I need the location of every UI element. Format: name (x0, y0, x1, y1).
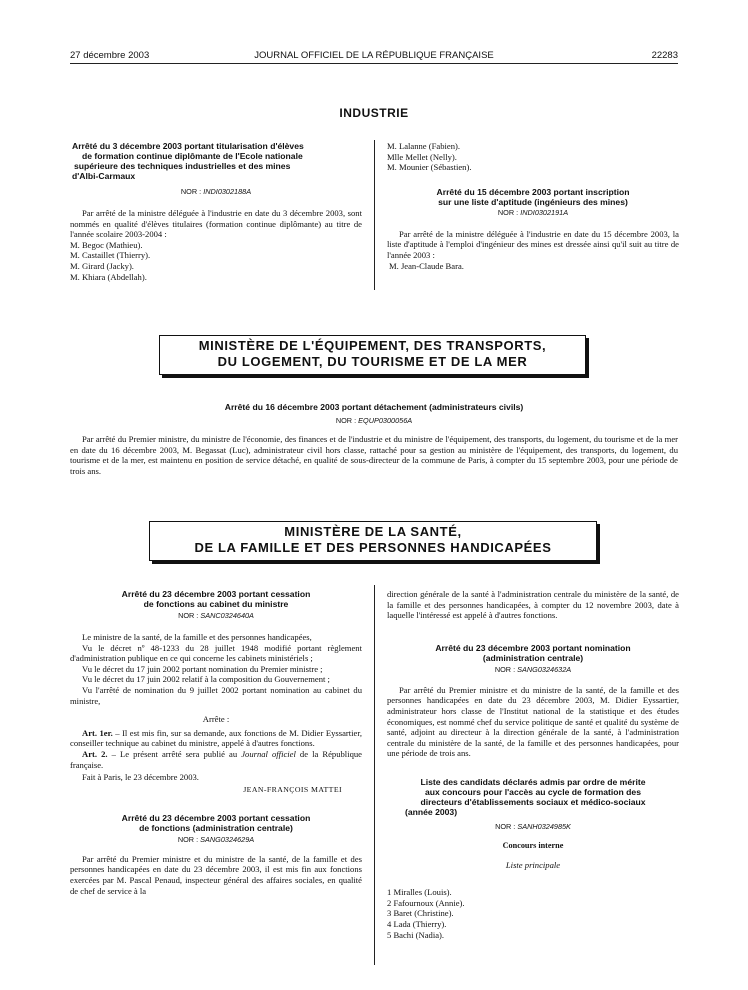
article-1: Art. 1er. – Il est mis fin, sur sa demande, aux fonctions de M. Didier Eyssartier, conseiller technique au cabinet du ministre, appelé à d'autres fonctions. (70, 727, 363, 749)
article-body: Par arrêté du Premier ministre et du ministre de la santé, de la famille et des personnes handicapées en date du 23 décembre 2003, M. Didier Eyssartier, administrateur hors classe de l'Institut national de la statistique et des études économiques, est nommé chef du service politique de santé et qualité du système de santé, adjoint au directeur à la direction générale de la santé, à l'administration centrale du ministère de la santé, de la famille et des personnes handicapées, pour une période de trois ans. (387, 684, 679, 759)
header-date: 27 décembre 2003 (70, 50, 150, 61)
left-column-sante (70, 589, 362, 896)
ministry-box-line: DU LOGEMENT, DU TOURISME ET DE LA MER (217, 354, 528, 369)
ministry-box-line: MINISTÈRE DE L'ÉQUIPEMENT, DES TRANSPORTS, (198, 338, 547, 353)
article-nomination (387, 643, 679, 759)
article-title-line: Arrêté du 23 décembre 2003 portant nomination (435, 642, 631, 653)
article-body: Par arrêté de la ministre déléguée à l'industrie en date du 15 décembre 2003, la liste d'aptitude à l'emploi d'ingénieur des mines est dressée ainsi qu'il suit au titre de l'année 2003 : (387, 228, 679, 260)
article-body-continued: direction générale de la santé à l'administration centrale du ministère de la santé, de la famille et des personnes handicapées, à compter du 12 novembre 2003, date à laquelle l'intéressé est appelé à d'autres fonctions. (387, 589, 679, 621)
article-1-label: Art. 1er. (82, 727, 113, 738)
name-item: M. Begoc (Mathieu). (70, 239, 143, 250)
article-title-line: de formation continue diplômante de l'Ecole nationale (82, 151, 303, 161)
ministry-box-line: DE LA FAMILLE ET DES PERSONNES HANDICAPÉES (194, 540, 552, 555)
concours-heading: Concours interne (502, 840, 564, 850)
nor-reference: NOR : INDI0302188A (180, 187, 252, 196)
ministry-box-equipement (159, 335, 586, 375)
preamble-line: Vu le décret nº 48-1233 du 28 juillet 1948 modifié portant règlement d'administration publique en ce qui concerne les cabinets ministériels ; (70, 642, 362, 664)
candidate-item: 5 Bachi (Nadia). (387, 929, 445, 940)
name-item: M. Jean-Claude Bara. (389, 260, 464, 271)
preamble-line: Le ministre de la santé, de la famille et des personnes handicapées, (82, 632, 312, 642)
name-item: M. Castaillet (Thierry). (70, 250, 151, 261)
article-title-line: de fonctions au cabinet du ministre (143, 599, 289, 609)
header-page-number: 22283 (651, 50, 678, 61)
candidate-item: 2 Fafournoux (Annie). (387, 897, 465, 908)
preamble-line: Vu le décret du 17 juin 2002 relatif à la composition du Gouvernement ; (82, 674, 330, 685)
article-cessation-admin (70, 813, 362, 896)
article-title: Arrêté du 16 décembre 2003 portant détachement (administrateurs civils) (224, 402, 524, 412)
nor-reference: NOR : EQUP0300056A (335, 416, 413, 425)
article-detachement (70, 402, 678, 476)
column-divider (374, 585, 375, 965)
signature: JEAN-FRANÇOIS MATTEI (243, 784, 342, 794)
article-title-line: Liste des candidats déclarés admis par ordre de mérite (420, 776, 646, 787)
article-title-line: (administration centrale) (482, 652, 584, 663)
column-divider (374, 140, 375, 290)
header-journal: JOURNAL OFFICIEL DE LA RÉPUBLIQUE FRANÇAISE (254, 50, 494, 61)
article-title-line: d'Albi-Carmaux (72, 171, 136, 181)
article-title-line: supérieure des techniques industrielles et des mines (74, 161, 291, 171)
article-title-line: Arrêté du 15 décembre 2003 portant inscription (436, 186, 630, 197)
nor-reference: NOR : SANG0324629A (177, 834, 255, 844)
ministry-box-line: MINISTÈRE DE LA SANTÉ, (284, 524, 462, 539)
nor-reference: NOR : SANH0324985K (495, 821, 571, 831)
article-liste-candidats (387, 777, 679, 940)
name-item: Mlle Mellet (Nelly). (387, 151, 457, 162)
article-title-line: directeurs d'établissements sociaux et médico-sociaux (420, 796, 646, 807)
ministry-box-sante (149, 521, 597, 561)
name-item: M. Girard (Jacky). (70, 260, 134, 271)
article-titularisation (70, 141, 362, 282)
candidate-item: 1 Miralles (Louis). (387, 887, 452, 898)
nor-reference: NOR : SANC0324640A (178, 611, 254, 620)
fait-a-paris: Fait à Paris, le 23 décembre 2003. (82, 772, 199, 783)
article-title-line: de fonctions (administration centrale) (139, 822, 293, 833)
article-aptitude (387, 187, 679, 271)
article-2: Art. 2. – Le présent arrêté sera publié au Journal officiel de la République française. (70, 748, 362, 770)
preamble-line: Vu l'arrêté de nomination du 9 juillet 2002 portant nomination au cabinet du ministre, (70, 684, 362, 706)
article-title-line: Arrêté du 23 décembre 2003 portant cessation (121, 812, 311, 823)
candidate-item: 3 Baret (Christine). (387, 908, 454, 919)
preamble-line: Vu le décret du 17 juin 2002 portant nomination du Premier ministre ; (82, 663, 323, 674)
article-2-label: Art. 2. (82, 748, 108, 759)
article-title-line: aux concours pour l'accès au cycle de formation des (424, 786, 641, 797)
nor-reference: NOR : SANG0324632A (494, 664, 572, 674)
article-title-line: (année 2003) (405, 806, 458, 817)
article-title-line: Arrêté du 23 décembre 2003 portant cessation (121, 589, 311, 599)
header-rule (70, 63, 678, 64)
nor-reference: NOR : INDI0302191A (497, 207, 569, 217)
candidate-item: 4 Lada (Thierry). (387, 918, 447, 929)
arrete-label: Arrête : (202, 714, 230, 725)
article-body: Par arrêté de la ministre déléguée à l'industrie en date du 3 décembre 2003, sont nommés en qualité d'élèves titulaires (formation continue diplômante) au titre de l'année scolaire 2003-2004 : (70, 208, 362, 240)
right-column-sante (387, 589, 679, 940)
article-body: Par arrêté du Premier ministre et du ministre de la santé, de la famille et des personnes handicapées en date du 23 décembre 2003, il est mis fin aux fonctions exercées par M. Pascal Penaud, inspecteur général des affaires sociales, en qualité de chef de service à la (70, 853, 362, 896)
name-item: M. Khiara (Abdellah). (70, 271, 147, 282)
section-title-industrie: INDUSTRIE (339, 106, 409, 120)
article-body: Par arrêté du Premier ministre, du ministre de l'économie, des finances et de l'industrie et du ministre de l'équipement, des transports, du logement, du tourisme et de la mer en date du 16 décembre 2003, M. Begassat (Luc), administrateur civil hors classe, rattaché pour sa gestion au ministère de l'équipement, des transports, du logement, du tourisme et de la mer, est maintenu en position de service détaché, en qualité de sous-directeur de la commune de Paris, à compter du 15 septembre 2003, pour une période de trois ans. (70, 434, 678, 476)
article-title-line: Arrêté du 3 décembre 2003 portant titularisation d'élèves (72, 141, 304, 151)
right-column-industrie (387, 141, 679, 271)
name-item: M. Mounier (Sébastien). (387, 162, 472, 173)
article-title-line: sur une liste d'aptitude (ingénieurs des mines) (438, 196, 628, 207)
name-item: M. Lalanne (Fabien). (387, 141, 461, 151)
liste-heading: Liste principale (505, 859, 561, 870)
